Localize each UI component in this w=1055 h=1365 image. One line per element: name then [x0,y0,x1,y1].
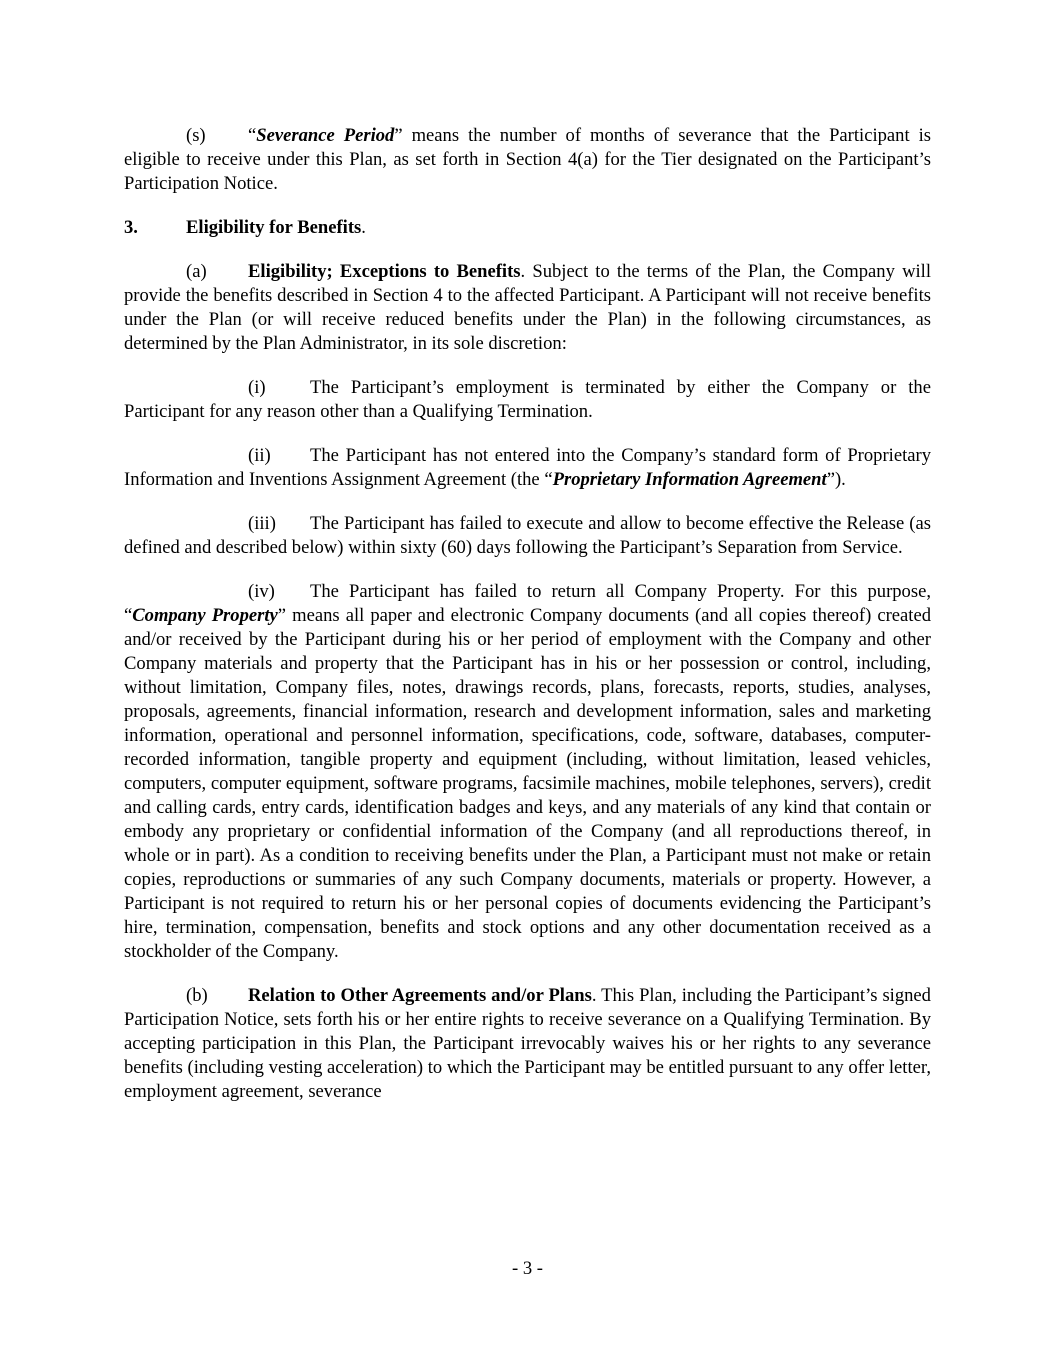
item-number-s: (s) [186,125,206,146]
document-page [124,124,931,1124]
defined-term-proprietary-information-agreement: Proprietary Information Agreement [552,469,827,490]
paragraph-b-text: . This Plan, including the Participant’s signed Participation Notice, sets forth his or her entire rights to receive severance on a Qualifying Termination. By accepting participation in this Plan, the Participant irrevocably waives his or her rights to any severance benefits (including vesting acceleration) to which the Participant may be entitled pursuant to any offer letter, employment agreement, severance [124,985,931,1102]
paragraph-iv-text-before: The Participant has failed to return all Company Property. For this purpose, “ [124,581,931,626]
paragraph-b [124,984,931,1104]
paragraph-ii-text-after: ”). [826,469,846,490]
item-number-iv: (iv) [248,581,275,602]
paragraph-a-title: Eligibility; Exceptions to Benefits [248,261,521,282]
paragraph-s-text: ” means the number of months of severance that the Participant is eligible to receive under this Plan, as set forth in Section 4(a) for the Tier designated on the Participant’s Participation Notice. [124,125,932,194]
paragraph-a-text: . Subject to the terms of the Plan, the Company will provide the benefits described in Section 4 to the affected Participant. A Participant will not receive benefits under the Plan (or will receive reduced benefits under the Plan) in the following circumstances, as determined by the Plan Administrator, in its sole discretion: [124,261,931,354]
paragraph-i [124,376,931,424]
paragraph-iv [124,580,931,964]
quote-open: “ [248,125,257,146]
paragraph-b-title: Relation to Other Agreements and/or Plans [248,985,592,1006]
item-number-ii: (ii) [248,445,271,466]
section-title-period: . [361,217,366,238]
paragraph-ii [124,444,931,492]
paragraph-s [124,124,931,196]
section-number: 3. [124,217,138,238]
paragraph-ii-text-before: The Participant has not entered into the Company’s standard form of Proprietary Information and Inventions Assignment Agreement (the “ [124,445,931,490]
page-number: - 3 - [512,1258,543,1279]
paragraph-iv-text-after: ” means all paper and electronic Company documents (and all copies thereof) created and/or received by the Participant during his or her period of employment with the Company and other Company materials and property that the Participant has in his or her possession or control, including, without limitation, Company files, notes, drawings records, plans, forecasts, reports, studies, analyses, proposals, agreements, financial information, research and development information, sales and marketing information, operational and personnel information, specifications, code, software, databases, computer-recorded information, tangible property and equipment (including, without limitation, leased vehicles, computers, computer equipment, software programs, facsimile machines, mobile telephones, servers), credit and calling cards, entry cards, identification badges and keys, and any materials of any kind that contain or embody any proprietary or confidential information of the Company (and all reproductions thereof, in whole or in part). As a condition to receiving benefits under the Plan, a Participant must not make or retain copies, reproductions or summaries of any such Company documents, materials or property. However, a Participant is not required to return his or her personal copies of documents evidencing the Participant’s hire, termination, compensation, benefits and stock options and any other documentation received as a stockholder of the Company. [124,605,932,962]
paragraph-i-text: The Participant’s employment is terminated by either the Company or the Participant for any reason other than a Qualifying Termination. [124,377,931,422]
defined-term-severance-period: Severance Period [256,125,395,146]
paragraph-a [124,260,931,356]
item-number-b: (b) [186,985,208,1006]
section-heading-3 [124,216,931,240]
paragraph-iii-text: The Participant has failed to execute and allow to become effective the Release (as defined and described below) within sixty (60) days following the Participant’s Separation from Service. [124,513,931,558]
item-number-iii: (iii) [248,513,276,534]
defined-term-company-property: Company Property [132,605,278,626]
item-number-i: (i) [248,377,266,398]
section-title: Eligibility for Benefits [186,217,362,238]
item-number-a: (a) [186,261,207,282]
paragraph-iii [124,512,931,560]
